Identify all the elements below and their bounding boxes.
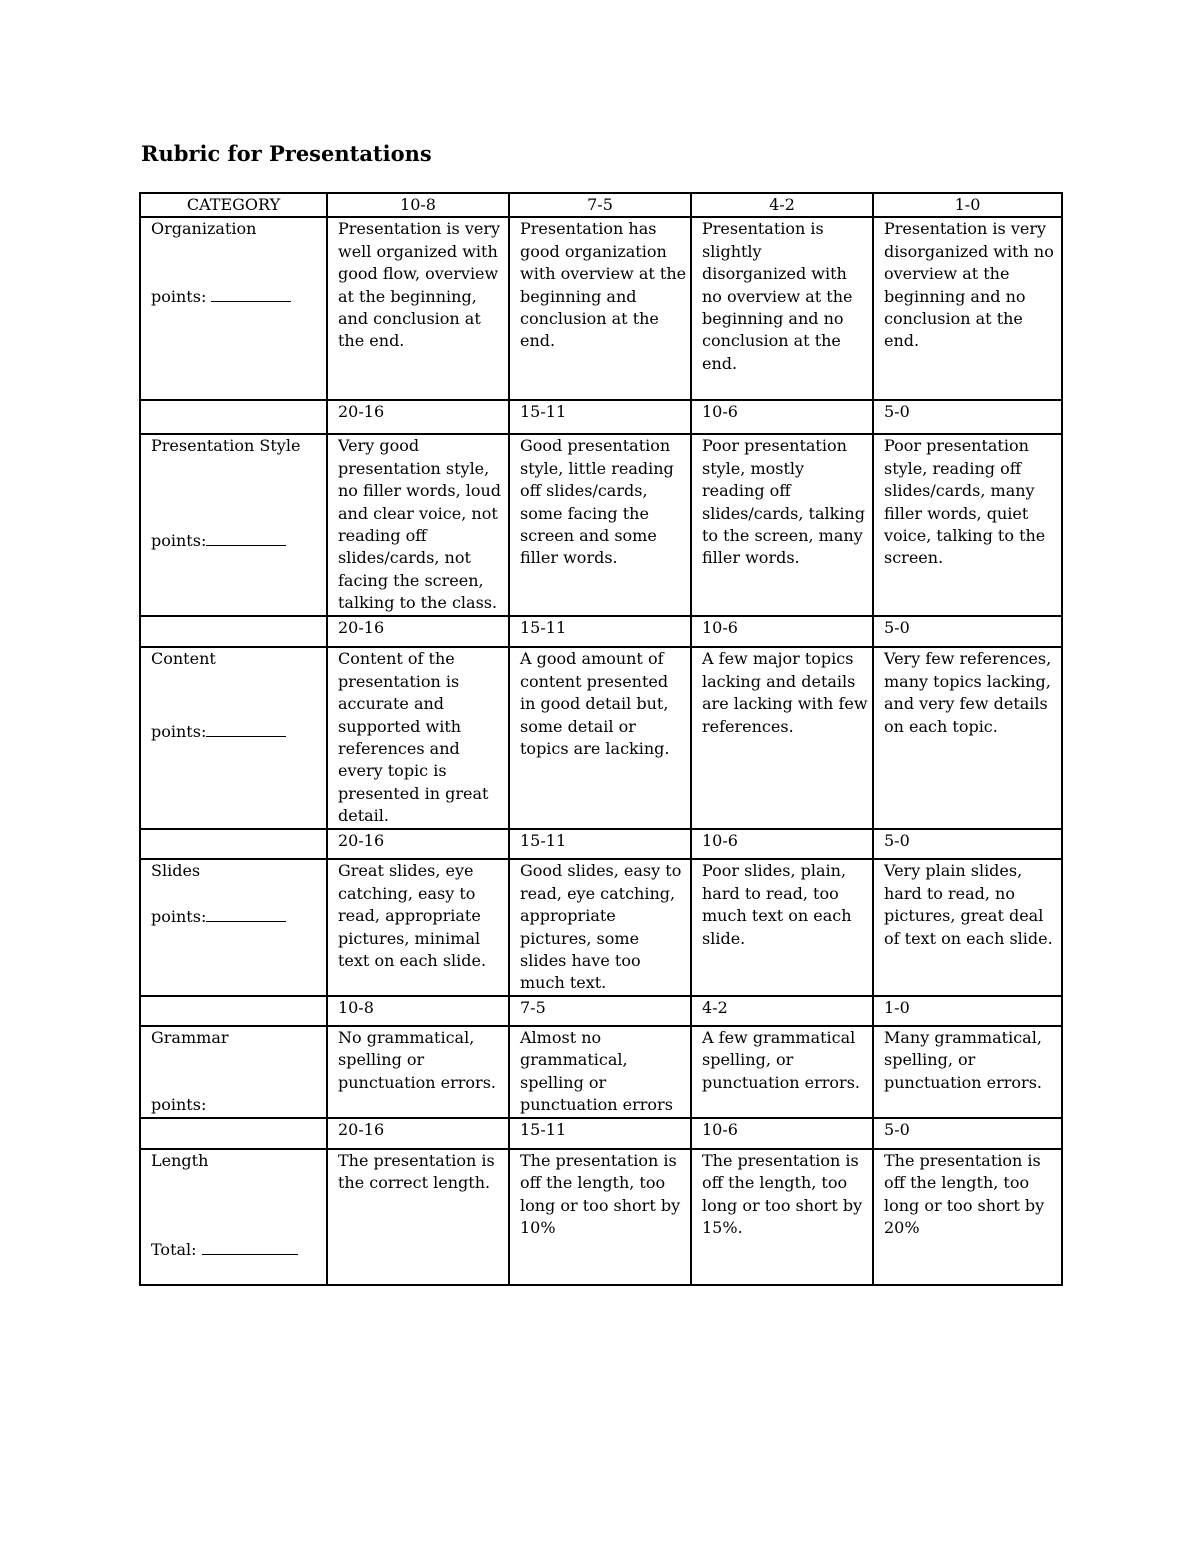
header-score-1: 10-8: [327, 193, 509, 217]
empty-cell: [140, 1118, 327, 1149]
score-range: 15-11: [509, 400, 691, 434]
points-field[interactable]: [151, 530, 324, 552]
descriptor-cell: Very few references, many topics lacking, and very few details on each topic.: [873, 647, 1062, 829]
descriptor-cell: No grammatical, spelling or punctuation errors.: [327, 1026, 509, 1118]
score-row: [140, 400, 1062, 434]
score-range: 20-16: [327, 400, 509, 434]
header-score-3: 4-2: [691, 193, 873, 217]
header-row: [140, 193, 1062, 217]
header-score-4: 1-0: [873, 193, 1062, 217]
points-field[interactable]: [151, 286, 324, 308]
descriptor-cell: The presentation is off the length, too long or too short by 10%: [509, 1149, 691, 1285]
points-label: points:: [151, 1095, 207, 1115]
descriptor-cell: Great slides, eye catching, easy to read, appropriate pictures, minimal text on each slide.: [327, 859, 509, 995]
descriptor-cell: Good slides, easy to read, eye catching, appropriate pictures, some slides have too much text.: [509, 859, 691, 995]
descriptor-cell: Good presentation style, little reading off slides/cards, some facing the screen and some filler words.: [509, 434, 691, 616]
descriptor-cell: Content of the presentation is accurate and supported with references and every topic is presented in great detail.: [327, 647, 509, 829]
score-row: [140, 829, 1062, 859]
criteria-row-presentation-style: [140, 434, 1062, 616]
score-range: 5-0: [873, 1118, 1062, 1149]
descriptor-cell: The presentation is the correct length.: [327, 1149, 509, 1285]
descriptor-cell: Poor slides, plain, hard to read, too much text on each slide.: [691, 859, 873, 995]
empty-cell: [140, 996, 327, 1026]
empty-cell: [140, 400, 327, 434]
points-label: points:: [151, 721, 207, 741]
score-range: 5-0: [873, 400, 1062, 434]
score-range: 20-16: [327, 829, 509, 859]
rubric-table: [139, 192, 1063, 1286]
empty-cell: [140, 616, 327, 647]
score-row: [140, 1118, 1062, 1149]
empty-cell: [140, 829, 327, 859]
category-cell: [140, 434, 327, 616]
header-score-2: 7-5: [509, 193, 691, 217]
category-name: Slides: [151, 861, 201, 881]
header-category: CATEGORY: [140, 193, 327, 217]
category-name: Presentation Style: [151, 436, 301, 456]
points-blank[interactable]: [206, 907, 286, 922]
total-label: Total:: [151, 1240, 202, 1260]
criteria-row-length: [140, 1149, 1062, 1285]
criteria-row-content: [140, 647, 1062, 829]
points-label: points:: [151, 530, 207, 550]
score-range: 5-0: [873, 616, 1062, 647]
score-range: 10-6: [691, 829, 873, 859]
category-name: Length: [151, 1150, 209, 1170]
points-label: points:: [151, 286, 212, 306]
score-range: 10-6: [691, 616, 873, 647]
points-blank[interactable]: [206, 722, 286, 737]
score-range: 7-5: [509, 996, 691, 1026]
descriptor-cell: Presentation is slightly disorganized with no overview at the beginning and no conclusion at the end.: [691, 217, 873, 400]
score-row: [140, 996, 1062, 1026]
descriptor-cell: Poor presentation style, mostly reading off slides/cards, talking to the screen, many filler words.: [691, 434, 873, 616]
descriptor-cell: A few major topics lacking and details are lacking with few references.: [691, 647, 873, 829]
descriptor-cell: A good amount of content presented in good detail but, some detail or topics are lacking.: [509, 647, 691, 829]
points-label: points:: [151, 906, 207, 926]
points-field[interactable]: [151, 1094, 324, 1116]
score-range: 10-6: [691, 400, 873, 434]
descriptor-cell: The presentation is off the length, too long or too short by 15%.: [691, 1149, 873, 1285]
descriptor-cell: Almost no grammatical, spelling or punctuation errors: [509, 1026, 691, 1118]
score-range: 5-0: [873, 829, 1062, 859]
descriptor-cell: Very good presentation style, no filler words, loud and clear voice, not reading off slides/cards, not facing the screen, talking to the class.: [327, 434, 509, 616]
score-range: 1-0: [873, 996, 1062, 1026]
descriptor-cell: Presentation is very disorganized with no overview at the beginning and no conclusion at the end.: [873, 217, 1062, 400]
score-range: 15-11: [509, 1118, 691, 1149]
total-field[interactable]: [151, 1239, 324, 1261]
points-blank[interactable]: [211, 287, 291, 302]
descriptor-cell: Poor presentation style, reading off slides/cards, many filler words, quiet voice, talking to the screen.: [873, 434, 1062, 616]
points-field[interactable]: [151, 906, 324, 928]
descriptor-cell: A few grammatical spelling, or punctuation errors.: [691, 1026, 873, 1118]
score-range: 10-6: [691, 1118, 873, 1149]
category-cell: [140, 647, 327, 829]
descriptor-cell: Presentation is very well organized with good flow, overview at the beginning, and conclusion at the end.: [327, 217, 509, 400]
score-range: 10-8: [327, 996, 509, 1026]
category-name: Grammar: [151, 1027, 229, 1047]
page-title: Rubric for Presentations: [141, 141, 432, 166]
score-row: [140, 616, 1062, 647]
category-name: Organization: [151, 219, 257, 239]
criteria-row-grammar: [140, 1026, 1062, 1118]
points-blank[interactable]: [206, 531, 286, 546]
descriptor-cell: Presentation has good organization with overview at the beginning and conclusion at the end.: [509, 217, 691, 400]
score-range: 15-11: [509, 616, 691, 647]
category-cell: [140, 1026, 327, 1118]
total-blank[interactable]: [202, 1240, 298, 1255]
score-range: 20-16: [327, 1118, 509, 1149]
category-cell: [140, 217, 327, 400]
descriptor-cell: Very plain slides, hard to read, no pictures, great deal of text on each slide.: [873, 859, 1062, 995]
score-range: 15-11: [509, 829, 691, 859]
criteria-row-slides: [140, 859, 1062, 995]
descriptor-cell: The presentation is off the length, too long or too short by 20%: [873, 1149, 1062, 1285]
descriptor-cell: Many grammatical, spelling, or punctuation errors.: [873, 1026, 1062, 1118]
score-range: 20-16: [327, 616, 509, 647]
criteria-row-organization: [140, 217, 1062, 400]
category-name: Content: [151, 649, 216, 669]
points-field[interactable]: [151, 721, 324, 743]
category-cell: [140, 1149, 327, 1285]
score-range: 4-2: [691, 996, 873, 1026]
category-cell: [140, 859, 327, 995]
